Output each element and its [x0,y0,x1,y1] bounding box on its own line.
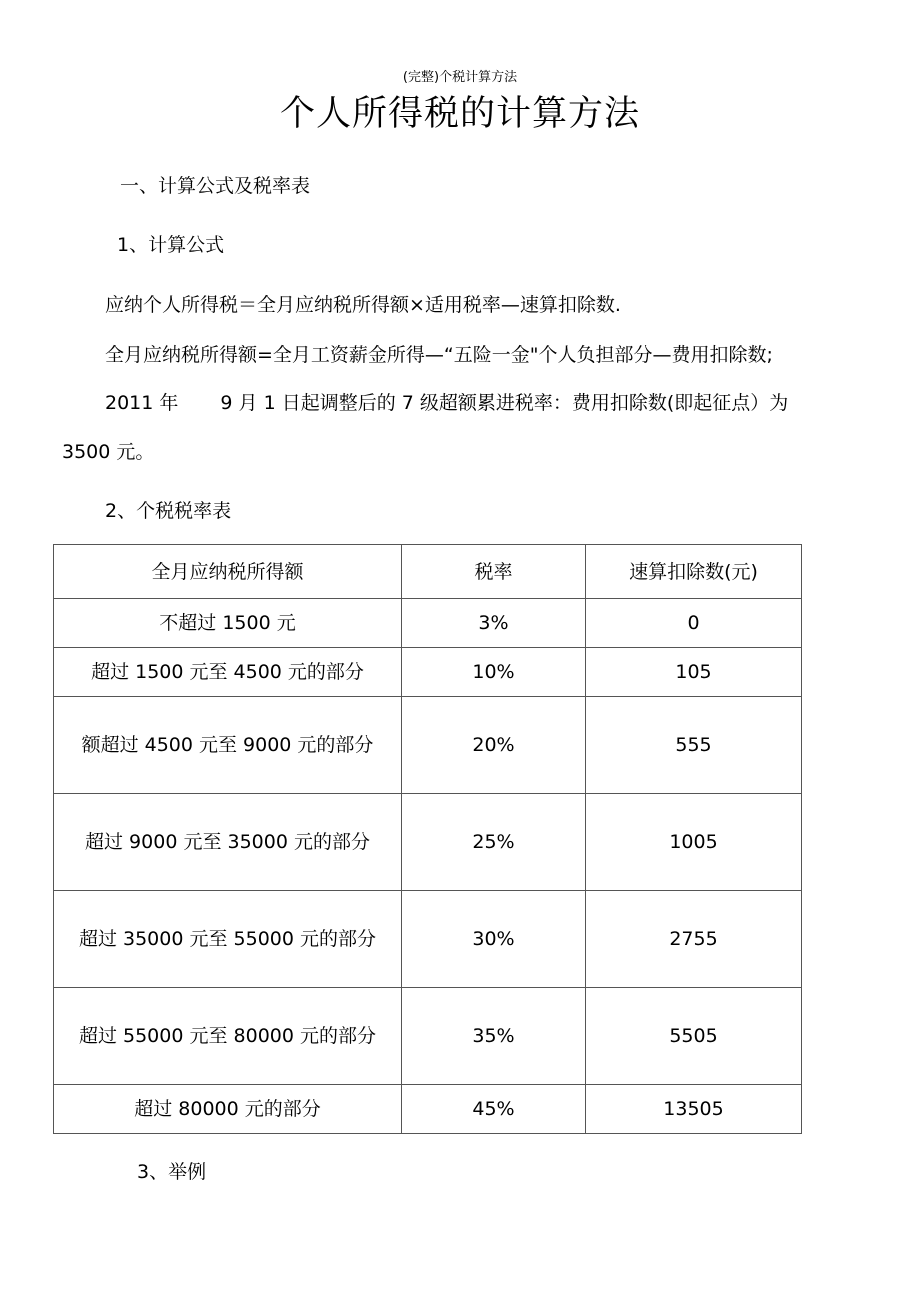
section-heading-formula-and-rates: 一、计算公式及税率表 [120,175,311,197]
cell-taxable-income: 超过 80000 元的部分 [54,1085,402,1134]
column-header-taxable-income: 全月应纳税所得额 [54,545,402,599]
cell-tax-rate: 25% [402,794,586,891]
cell-taxable-income: 超过 35000 元至 55000 元的部分 [54,891,402,988]
cell-quick-deduction: 1005 [586,794,802,891]
paragraph-threshold-text: 9 月 1 日起调整后的 7 级超额累进税率：费用扣除数(即起征点）为 [220,392,789,414]
header-note: (完整)个税计算方法 [402,70,518,85]
document-title: 个人所得税的计算方法 [279,94,640,134]
cell-taxable-income: 不超过 1500 元 [54,599,402,648]
cell-quick-deduction: 2755 [586,891,802,988]
cell-tax-rate: 10% [402,648,586,697]
column-header-tax-rate: 税率 [402,545,586,599]
subsection-heading-example: 3、举例 [137,1161,207,1183]
table-row [54,697,802,794]
cell-taxable-income: 超过 1500 元至 4500 元的部分 [54,648,402,697]
paragraph-threshold-continued: 3500 元。 [62,441,155,463]
tax-rate-table [53,544,802,1134]
table-row [54,1085,802,1134]
subsection-heading-formula: 1、计算公式 [117,234,225,256]
cell-tax-rate: 30% [402,891,586,988]
table-row [54,891,802,988]
paragraph-threshold-year: 2011 年 [105,392,179,414]
cell-quick-deduction: 0 [586,599,802,648]
table-row [54,648,802,697]
table-header-row [54,545,802,599]
table-row [54,988,802,1085]
cell-tax-rate: 20% [402,697,586,794]
table-row [54,599,802,648]
cell-taxable-income: 超过 55000 元至 80000 元的部分 [54,988,402,1085]
cell-quick-deduction: 5505 [586,988,802,1085]
formula-tax-payable: 应纳个人所得税＝全月应纳税所得额×适用税率—速算扣除数. [105,294,621,316]
subsection-heading-rate-table: 2、个税税率表 [105,500,232,522]
cell-quick-deduction: 555 [586,697,802,794]
formula-taxable-income: 全月应纳税所得额=全月工资薪金所得—“五险一金"个人负担部分—费用扣除数; [105,344,773,366]
cell-quick-deduction: 13505 [586,1085,802,1134]
cell-tax-rate: 35% [402,988,586,1085]
cell-taxable-income: 超过 9000 元至 35000 元的部分 [54,794,402,891]
table-row [54,794,802,891]
paragraph-threshold [105,388,788,415]
cell-quick-deduction: 105 [586,648,802,697]
cell-tax-rate: 3% [402,599,586,648]
cell-taxable-income: 额超过 4500 元至 9000 元的部分 [54,697,402,794]
column-header-quick-deduction: 速算扣除数(元) [586,545,802,599]
cell-tax-rate: 45% [402,1085,586,1134]
